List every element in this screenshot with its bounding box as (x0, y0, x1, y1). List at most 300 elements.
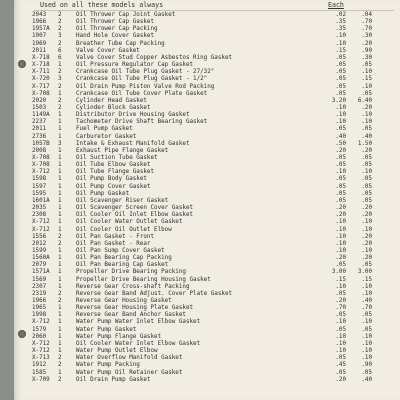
unit-price: .05 (335, 54, 346, 61)
extended-price: .05 (361, 183, 372, 190)
unit-price: .20 (335, 212, 346, 219)
quantity: 1 (58, 219, 62, 226)
unit-price: .10 (335, 340, 346, 347)
part-description: Oil Thrower Cap Joint Gasket (76, 12, 176, 18)
extended-price: .10 (361, 290, 372, 297)
extended-price: .10 (361, 112, 372, 119)
list-item (32, 227, 400, 234)
part-number: 1007 (32, 33, 47, 40)
part-description: Breather Tube Cap Packing (76, 40, 165, 47)
quantity: 1 (58, 283, 62, 290)
part-description: Cylinder Block Gasket (76, 104, 151, 111)
unit-price: .05 (335, 312, 346, 319)
quantity: 2 (58, 83, 62, 90)
quantity: 6 (58, 47, 62, 54)
part-description: Reverse Gear Cross-shaft Packing (76, 283, 190, 290)
extended-price: .10 (361, 247, 372, 254)
list-item (32, 212, 400, 219)
part-description: Propeller Drive Bearing Housing Gasket (76, 276, 211, 283)
quantity: 1 (58, 262, 62, 269)
part-description: Crankcase Oil Tube Cover Plate Gasket (76, 90, 208, 97)
part-description: Oil Pump Cover Gasket (76, 183, 151, 190)
extended-price: .20 (361, 40, 372, 47)
extended-price: .15 (361, 276, 372, 283)
part-description: Intake & Exhaust Manifold Gasket (76, 140, 190, 147)
list-item (32, 377, 400, 384)
part-number: 1503 (32, 104, 47, 111)
extended-price: .10 (361, 333, 372, 340)
list-item (32, 26, 400, 33)
quantity: 1 (58, 169, 62, 176)
unit-price: .05 (335, 126, 346, 133)
part-description: Oil Pan Sump Cover Gasket (76, 247, 165, 254)
list-item (32, 98, 400, 105)
unit-price: .10 (335, 119, 346, 126)
list-item (32, 162, 400, 169)
part-number: 1556 (32, 233, 47, 240)
part-description: Oil Scavenger Riser Gasket (76, 197, 169, 204)
part-number: X-718 (32, 62, 50, 69)
part-description: Oil Drain Pump Piston Valve Rod Packing (76, 83, 215, 90)
part-number: 2319 (32, 290, 47, 297)
part-number: X-708 (32, 155, 50, 161)
list-item (32, 169, 400, 176)
part-number: X-713 (32, 355, 50, 362)
unit-price: .10 (335, 219, 346, 226)
binder-hole (18, 330, 26, 338)
extended-price: .10 (361, 355, 372, 362)
part-number: X-708 (32, 90, 50, 97)
extended-price: .40 (361, 298, 372, 304)
extended-price: 6.40 (357, 97, 372, 104)
part-number: 1597 (32, 183, 47, 190)
part-number: X-709 (32, 376, 50, 383)
list-item (32, 41, 400, 48)
extended-price: .05 (361, 155, 372, 161)
each-column-header: Each (328, 1, 344, 9)
list-item (32, 370, 400, 377)
extended-price: .40 (361, 133, 372, 140)
quantity: 1 (58, 162, 62, 169)
extended-price: .10 (361, 69, 372, 76)
quantity: 1 (58, 147, 62, 154)
extended-price: .20 (361, 233, 372, 240)
list-item (32, 291, 400, 298)
quantity: 1 (58, 112, 62, 119)
part-number: 1569 (32, 276, 47, 283)
part-number: 2736 (32, 133, 47, 140)
part-description: Oil Drain Pump Gasket (76, 376, 151, 383)
part-description: Water Pump Oil Retainer Gasket (76, 369, 183, 376)
extended-price: .30 (361, 54, 372, 61)
part-description: Oil Pan Gasket - Front (76, 233, 155, 240)
extended-price: .20 (361, 205, 372, 212)
part-number: X-712 (32, 319, 50, 326)
extended-price: .70 (361, 19, 372, 26)
extended-price: .05 (361, 197, 372, 204)
extended-price: .20 (361, 240, 372, 247)
extended-price: .40 (361, 376, 372, 383)
unit-price: .10 (335, 319, 346, 326)
unit-price: .10 (335, 240, 346, 247)
document-page (14, 0, 400, 400)
part-description: Oil Cooler Water Inlet Elbow Gasket (76, 340, 201, 347)
part-number: X-708 (32, 162, 50, 169)
unit-price: .05 (335, 369, 346, 376)
extended-price: .20 (361, 212, 372, 219)
list-item (32, 62, 400, 69)
unit-price: .10 (335, 247, 346, 254)
part-description: Cylinder Head Gasket (76, 97, 147, 104)
list-item (32, 348, 400, 355)
quantity: 1 (58, 176, 62, 183)
extended-price: .05 (361, 62, 372, 69)
quantity: 2 (58, 26, 62, 33)
part-number: 1601A (32, 197, 50, 204)
part-number: 2237 (32, 119, 47, 126)
list-item (32, 255, 400, 262)
quantity: 1 (58, 276, 62, 283)
list-item (32, 234, 400, 241)
unit-price: .05 (335, 355, 346, 362)
extended-price: .10 (361, 83, 372, 90)
part-number: 1912 (32, 362, 47, 369)
extended-price: .05 (361, 262, 372, 269)
part-number: 1598 (32, 176, 47, 183)
unit-price: .02 (335, 12, 346, 18)
extended-price: 1.50 (357, 140, 372, 147)
unit-price: .20 (335, 376, 346, 383)
extended-price: .05 (361, 190, 372, 197)
list-item (32, 327, 400, 334)
list-item (32, 284, 400, 291)
list-heading: Used on all these models always (40, 1, 164, 9)
part-number: 1149A (32, 112, 50, 119)
quantity: 1 (58, 197, 62, 204)
part-number: 1595 (32, 190, 47, 197)
part-description: Exhaust Pipe Flange Gasket (76, 147, 169, 154)
part-description: Oil Tube Elbow Gasket (76, 162, 151, 169)
part-description: Valve Cover Gasket (76, 47, 140, 54)
quantity: 1 (58, 269, 62, 276)
part-description: Distributor Drive Housing Gasket (76, 112, 190, 119)
part-number: X-712 (32, 340, 50, 347)
quantity: 2 (58, 240, 62, 247)
unit-price: .35 (335, 19, 346, 26)
list-item (32, 355, 400, 362)
list-item (32, 362, 400, 369)
unit-price: .05 (335, 69, 346, 76)
extended-price: .30 (361, 33, 372, 40)
unit-price: .20 (335, 255, 346, 262)
part-description: Oil Tube Flange Gasket (76, 169, 155, 176)
part-number: 2043 (32, 12, 47, 18)
quantity: 2 (58, 12, 62, 18)
part-description: Crankcase Oil Tube Plug Gasket - 1/2" (76, 76, 208, 83)
extended-price: .70 (361, 305, 372, 312)
unit-price: .05 (335, 190, 346, 197)
extended-price: 3.00 (357, 269, 372, 276)
part-description: Oil Pressure Regulator Cap Gasket (76, 62, 194, 69)
extended-price: .05 (361, 312, 372, 319)
part-description: Valve Cover Stud Copper Asbestos Ring Gasket (76, 54, 233, 61)
part-description: Tachometer Drive Shaft Bearing Gasket (76, 119, 208, 126)
extended-price: .05 (361, 326, 372, 333)
quantity: 2 (58, 298, 62, 304)
part-number: X-712 (32, 219, 50, 226)
quantity: 1 (58, 205, 62, 212)
part-number: X-720 (32, 76, 50, 83)
part-number: X-711 (32, 69, 50, 76)
list-item (32, 269, 400, 276)
unit-price: .10 (335, 233, 346, 240)
part-description: Oil Pump Gasket (76, 190, 130, 197)
quantity: 1 (58, 90, 62, 97)
binder-hole (18, 60, 26, 68)
unit-price: .05 (335, 90, 346, 97)
list-item (32, 219, 400, 226)
list-item (32, 134, 400, 141)
unit-price: .10 (335, 169, 346, 176)
quantity: 1 (58, 305, 62, 312)
extended-price: .90 (361, 362, 372, 369)
part-description: Oil Pan Bearing Cap Packing (76, 255, 172, 262)
part-number: 2035 (32, 205, 47, 212)
list-item (32, 184, 400, 191)
list-item (32, 141, 400, 148)
part-number: 2011 (32, 126, 47, 133)
list-item (32, 305, 400, 312)
quantity: 2 (58, 104, 62, 111)
list-item (32, 198, 400, 205)
unit-price: .10 (335, 40, 346, 47)
unit-price: .10 (335, 333, 346, 340)
part-description: Fuel Pump Gasket (76, 126, 133, 133)
list-item (32, 262, 400, 269)
part-number: 1957A (32, 26, 50, 33)
part-number: X-718 (32, 54, 50, 61)
quantity: 2 (58, 19, 62, 26)
extended-price: .10 (361, 219, 372, 226)
quantity: 1 (58, 312, 62, 319)
list-item (32, 112, 400, 119)
unit-price: .50 (335, 140, 346, 147)
extended-price: .10 (361, 319, 372, 326)
list-item (32, 69, 400, 76)
extended-price: .05 (361, 126, 372, 133)
part-number: 2060 (32, 333, 47, 340)
part-number: 2012 (32, 240, 47, 247)
unit-price: .05 (335, 290, 346, 297)
unit-price: .20 (335, 205, 346, 212)
quantity: 1 (58, 247, 62, 254)
unit-price: .70 (335, 305, 346, 312)
quantity: 1 (58, 326, 62, 333)
list-item (32, 12, 400, 19)
unit-price: .05 (335, 183, 346, 190)
quantity: 2 (58, 290, 62, 297)
part-description: Oil Thrower Cap Packing (76, 26, 158, 33)
part-number: 1965 (32, 305, 47, 312)
part-description: Oil Cooler Oil Outlet Elbow (76, 226, 172, 233)
part-number: 1571A (32, 269, 50, 276)
unit-price: .15 (335, 276, 346, 283)
part-description: Carburetor Gasket (76, 133, 137, 140)
extended-price: .05 (361, 90, 372, 97)
quantity: 1 (58, 340, 62, 347)
part-description: Reverse Gear Band Adjust. Cover Plate Gasket (76, 290, 233, 297)
list-item (32, 105, 400, 112)
part-description: Water Overflow Manifold Gasket (76, 355, 183, 362)
quantity: 1 (58, 255, 62, 262)
extended-price: .04 (361, 12, 372, 18)
list-item (32, 341, 400, 348)
part-number: 2008 (32, 147, 47, 154)
quantity: 2 (58, 233, 62, 240)
quantity: 1 (58, 319, 62, 326)
extended-price: .10 (361, 348, 372, 355)
quantity: 1 (58, 126, 62, 133)
unit-price: .05 (335, 176, 346, 183)
list-item (32, 176, 400, 183)
quantity: 2 (58, 355, 62, 362)
list-item (32, 334, 400, 341)
quantity: 6 (58, 54, 62, 61)
list-item (32, 84, 400, 91)
extended-price: .05 (361, 176, 372, 183)
part-description: Reverse Gear Band Anchor Gasket (76, 312, 186, 319)
unit-price: .05 (335, 62, 346, 69)
unit-price: .05 (335, 155, 346, 161)
quantity: 3 (58, 33, 62, 40)
part-description: Propeller Drive Bearing Packing (76, 269, 186, 276)
quantity: 1 (58, 119, 62, 126)
list-item (32, 48, 400, 55)
part-description: Oil Thrower Cap Gasket (76, 19, 155, 26)
part-number: 2011 (32, 47, 47, 54)
part-description: Water Pump Flange Gasket (76, 333, 162, 340)
part-number: 1057B (32, 140, 50, 147)
extended-price: .10 (361, 340, 372, 347)
extended-price: .15 (361, 76, 372, 83)
quantity: 1 (58, 348, 62, 355)
unit-price: .05 (335, 197, 346, 204)
part-number: 1969 (32, 40, 47, 47)
list-item (32, 319, 400, 326)
unit-price: .20 (335, 298, 346, 304)
unit-price: .10 (335, 104, 346, 111)
quantity: 1 (58, 133, 62, 140)
part-number: 1966 (32, 298, 47, 304)
part-number: 1579 (32, 326, 47, 333)
list-item (32, 248, 400, 255)
quantity: 3 (58, 76, 62, 83)
unit-price: .20 (335, 147, 346, 154)
quantity: 2 (58, 376, 62, 383)
unit-price: .10 (335, 283, 346, 290)
part-number: 2079 (32, 262, 47, 269)
part-number: X-712 (32, 169, 50, 176)
unit-price: .10 (335, 348, 346, 355)
part-number: 2308 (32, 212, 47, 219)
quantity: 1 (58, 62, 62, 69)
unit-price: .05 (335, 162, 346, 169)
part-description: Hand Hole Cover Gasket (76, 33, 155, 40)
unit-price: .10 (335, 112, 346, 119)
extended-price: .05 (361, 369, 372, 376)
quantity: 1 (58, 155, 62, 161)
extended-price: .10 (361, 119, 372, 126)
list-item (32, 119, 400, 126)
extended-price: .10 (361, 283, 372, 290)
quantity: 1 (58, 212, 62, 219)
quantity: 1 (58, 333, 62, 340)
part-number: 2307 (32, 283, 47, 290)
list-item (32, 33, 400, 40)
part-number: 1599 (32, 247, 47, 254)
part-description: Oil Cooler Water Outlet Gasket (76, 219, 183, 226)
part-description: Oil Pan Gasket - Rear (76, 240, 151, 247)
quantity: 1 (58, 190, 62, 197)
list-item (32, 55, 400, 62)
extended-price: .10 (361, 169, 372, 176)
unit-price: .45 (335, 362, 346, 369)
quantity: 2 (58, 362, 62, 369)
list-item (32, 312, 400, 319)
part-description: Water Pump Outlet Elbow (76, 348, 158, 355)
list-item (32, 277, 400, 284)
unit-price: .10 (335, 226, 346, 233)
list-item (32, 241, 400, 248)
part-number: X-717 (32, 83, 50, 90)
part-description: Oil Cooler Oil Inlet Elbow Gasket (76, 212, 194, 219)
unit-price: .40 (335, 133, 346, 140)
extended-price: .10 (361, 226, 372, 233)
part-number: 1998 (32, 312, 47, 319)
list-item (32, 126, 400, 133)
list-item (32, 191, 400, 198)
list-item (32, 155, 400, 162)
part-description: Oil Scavenger Screen Cover Gasket (76, 205, 194, 212)
header-divider (34, 10, 394, 11)
quantity: 2 (58, 97, 62, 104)
part-description: Oil Pump Body Gasket (76, 176, 147, 183)
quantity: 3 (58, 140, 62, 147)
unit-price: 3.20 (331, 97, 346, 104)
part-description: Oil Pan Bearing Cap Gasket (76, 262, 169, 269)
unit-price: 3.00 (331, 269, 346, 276)
list-item (32, 205, 400, 212)
part-description: Water Pump Gasket (76, 326, 137, 333)
extended-price: .90 (361, 47, 372, 54)
extended-price: .70 (361, 26, 372, 33)
part-number: 1585 (32, 369, 47, 376)
unit-price: .05 (335, 83, 346, 90)
quantity: 2 (58, 69, 62, 76)
unit-price: .05 (335, 76, 346, 83)
part-description: Reverse Gear Housing Gasket (76, 298, 172, 304)
extended-price: .20 (361, 255, 372, 262)
part-description: Oil Suction Tube Gasket (76, 155, 158, 161)
unit-price: .35 (335, 26, 346, 33)
extended-price: .05 (361, 162, 372, 169)
quantity: 1 (58, 226, 62, 233)
extended-price: .20 (361, 104, 372, 111)
list-item (32, 91, 400, 98)
part-description: Crankcase Oil Tube Plug Gasket - 27/32" (76, 69, 215, 76)
part-description: Water Pump Packing (76, 362, 140, 369)
part-number: X-712 (32, 226, 50, 233)
